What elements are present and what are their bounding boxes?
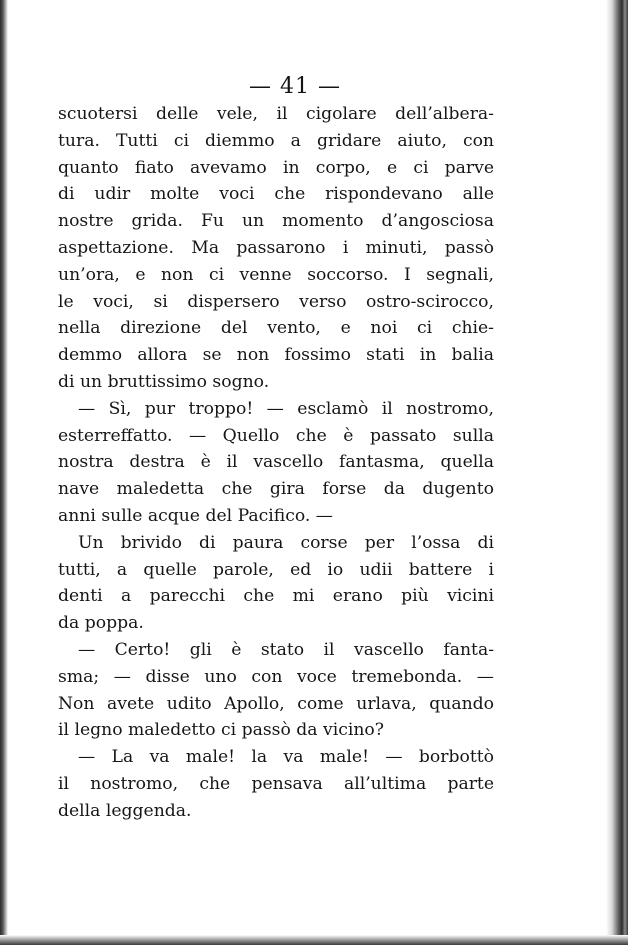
text-line: — Sì, pur troppo! — esclamò il nostromo, [78, 398, 494, 419]
text-line: tura. Tutti ci diemmo a gridare aiuto, con [58, 130, 494, 151]
page-edge-shadow [606, 0, 628, 945]
text-line: sma; — disse uno con voce tremebonda. — [58, 666, 494, 687]
text-line: un’ora, e non ci venne soccorso. I segnali, [58, 264, 494, 285]
text-line: demmo allora se non fossimo stati in balia [58, 345, 494, 366]
text-line: di udir molte voci che rispondevano alle [58, 184, 494, 205]
page-number: — 41 — [249, 74, 341, 99]
text-line: nella direzione del vento, e noi ci chie- [58, 318, 494, 339]
text-line: scuotersi delle vele, il cigolare dell’albera- [58, 104, 494, 124]
text-line: il legno maledetto ci passò da vicino? [58, 720, 384, 741]
binding-edge-shadow [0, 0, 8, 945]
text-line: della leggenda. [58, 800, 192, 821]
text-line: nostra destra è il vascello fantasma, quella [58, 452, 494, 473]
text-line: Un brivido di paura corse per l’ossa di [78, 532, 494, 553]
text-line: quanto fiato avevamo in corpo, e ci parve [58, 157, 494, 178]
bottom-edge-shadow [0, 935, 628, 945]
text-line: le voci, si dispersero verso ostro-scirocco, [58, 291, 494, 312]
text-line: nostre grida. Fu un momento d’angosciosa [58, 211, 494, 232]
text-line: — Certo! gli è stato il vascello fanta- [78, 639, 494, 660]
text-line: nave maledetta che gira forse da dugento [58, 479, 494, 500]
text-line: da poppa. [58, 613, 144, 634]
text-line: esterreffatto. — Quello che è passato sulla [58, 425, 494, 446]
text-line: il nostromo, che pensava all’ultima parte [58, 773, 494, 794]
text-line: anni sulle acque del Pacifico. — [58, 505, 333, 526]
text-line: aspettazione. Ma passarono i minuti, passò [58, 237, 494, 258]
text-line: di un bruttissimo sogno. [58, 371, 270, 392]
text-line: denti a parecchi che mi erano più vicini [58, 586, 494, 607]
body-text [58, 101, 494, 825]
text-line: — La va male! la va male! — borbottò [78, 747, 494, 768]
text-line: tutti, a quelle parole, ed io udii battere i [58, 559, 494, 580]
text-line: Non avete udito Apollo, come urlava, quando [58, 693, 494, 714]
